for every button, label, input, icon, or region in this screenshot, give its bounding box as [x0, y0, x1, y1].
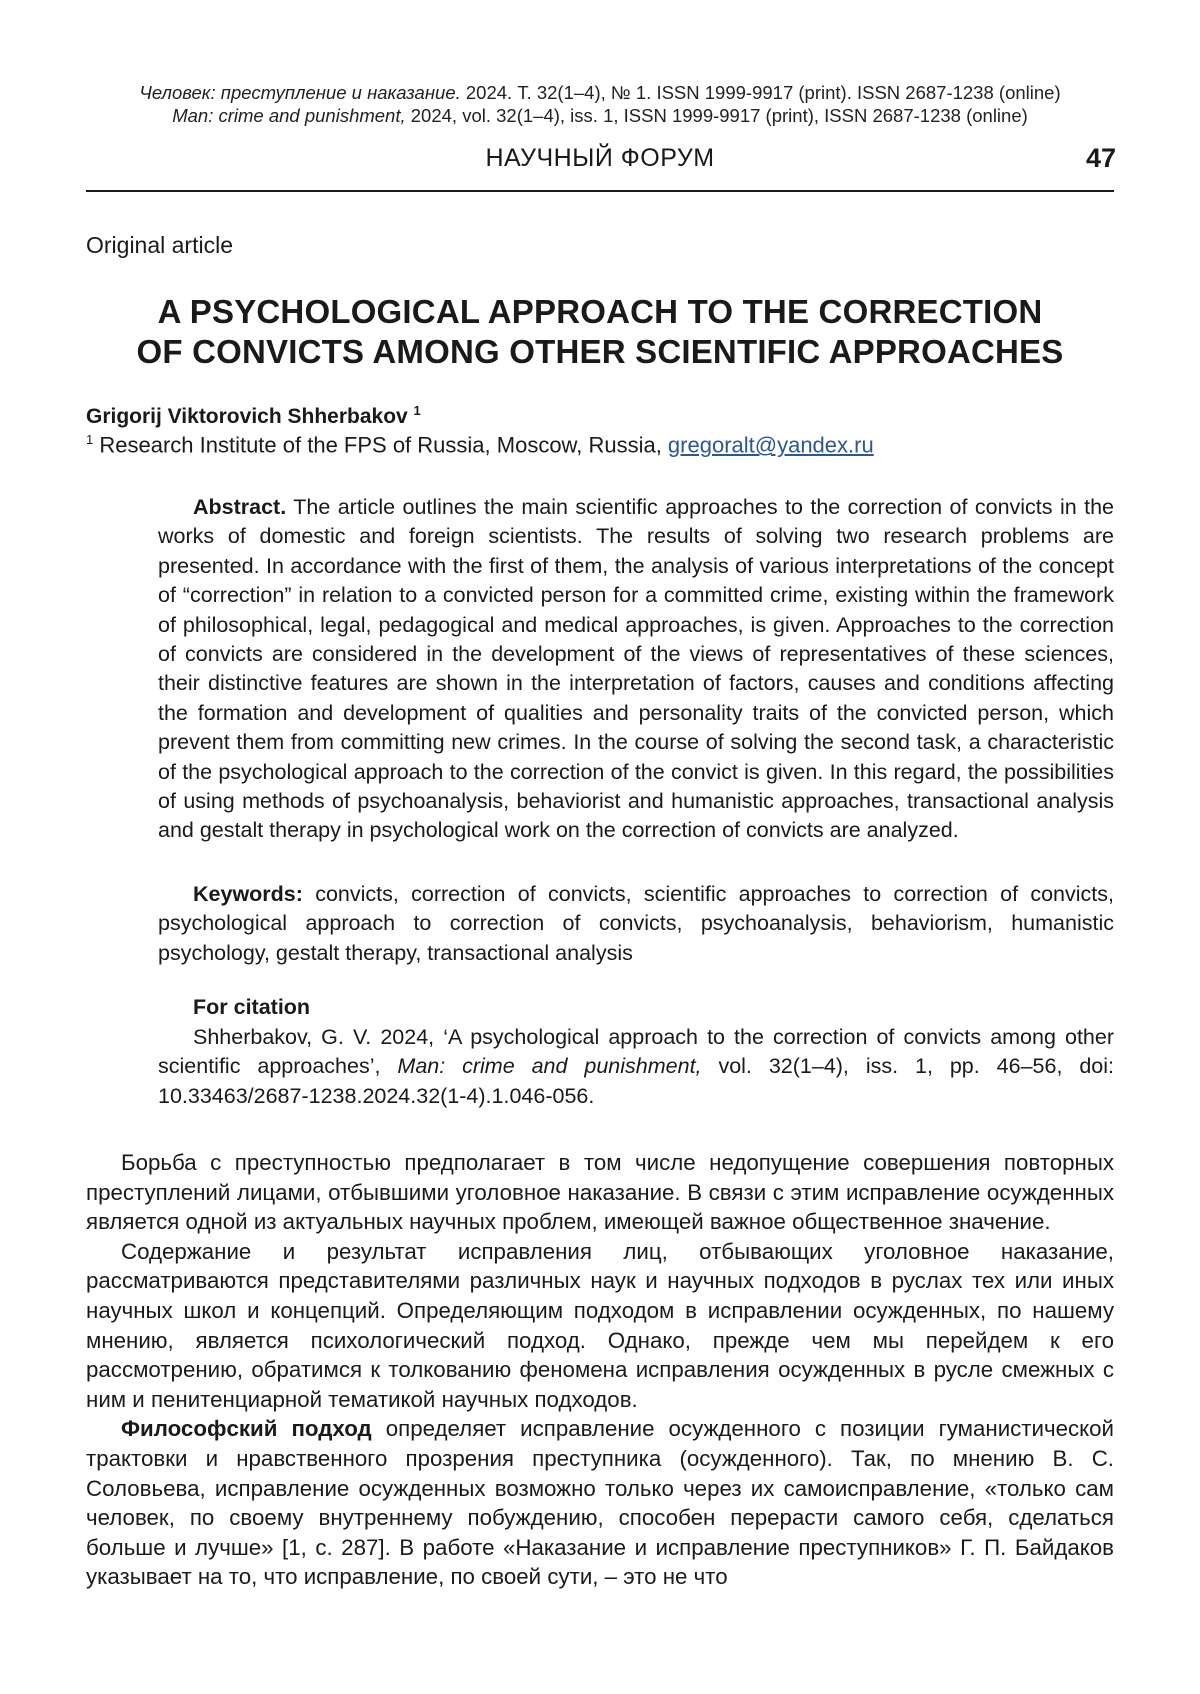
- citation-text: [158, 1023, 1114, 1111]
- article-type: Original article: [86, 232, 233, 258]
- abstract-paragraph: [158, 493, 1114, 846]
- abstract-text: The article outlines the main scientific approaches to the correction of convicts in the works of domestic and foreign scientists. The results of solving two research problems are presented. In accordance with the first of them, the analysis of various interpretations of the concept of “correction” in relation to a convicted person for a committed crime, existing within the framework of philosophical, legal, pedagogical and medical approaches, is given. Approaches to the correction of convicts are considered in the development of the views of representatives of these sciences, their distinctive features are shown in the interpretation of factors, causes and conditions affecting the formation and development of qualities and personality traits of the convicted person, which prevent them from committing new crimes. In the course of solving the second task, a characteristic of the psychological approach to the correction of the convict is given. In this regard, the possibilities of using methods of psychoanalysis, behaviorist and humanistic approaches, transactional analysis and gestalt therapy in psychological work on the correction of convicts are analyzed.: [158, 495, 1114, 843]
- abstract-label: Abstract.: [193, 495, 287, 519]
- abstract: [158, 493, 1114, 846]
- journal-name-ru: Человек: преступление и наказание.: [139, 82, 461, 103]
- section-title: НАУЧНЫЙ ФОРУМ: [485, 144, 715, 172]
- journal-issue-ru: 2024. Т. 32(1–4), № 1. ISSN 1999-9917 (print). ISSN 2687-1238 (online): [460, 82, 1061, 103]
- article-title: [60, 292, 1140, 372]
- journal-header-ru: [0, 82, 1200, 104]
- header-rule: [86, 190, 1114, 192]
- body-paragraph-3: [86, 1414, 1114, 1592]
- affil-mark: 1: [86, 432, 94, 447]
- citation-authors-title: Shherbakov, G. V. 2024, ‘A psychological approach to the correction of convicts among other scientific approaches’,: [158, 1025, 1114, 1079]
- keywords-paragraph: [158, 880, 1114, 968]
- author-affil-mark: 1: [413, 403, 421, 418]
- author-name: [86, 403, 421, 429]
- author-name-text: Grigorij Viktorovich Shherbakov: [86, 405, 408, 428]
- author-email-link[interactable]: gregoralt@yandex.ru: [667, 432, 874, 458]
- keywords-text: convicts, correction of convicts, scientific approaches to correction of convicts, psychological approach to correction of convicts, psychoanalysis, behaviorism, humanistic psychology, gestalt therapy, transactional analysis: [158, 882, 1114, 965]
- author-affiliation: [86, 432, 874, 458]
- keywords: [158, 880, 1114, 968]
- citation-details: vol. 32(1–4), iss. 1, pp. 46–56, doi: 10.33463/2687-1238.2024.32(1-4).1.046-056.: [158, 1054, 1115, 1108]
- page-number: 47: [1085, 143, 1116, 173]
- keywords-label: Keywords:: [193, 882, 303, 906]
- affiliation-text: Research Institute of the FPS of Russia, Moscow, Russia,: [93, 432, 668, 458]
- citation-heading: For citation: [193, 995, 311, 1019]
- journal-issue-en: 2024, vol. 32(1–4), iss. 1, ISSN 1999-9917 (print), ISSN 2687-1238 (online): [405, 105, 1028, 126]
- body-paragraph-1: Борьба с преступностью предполагает в том числе недопущение совершения повторных преступлений лицами, отбывшими уголовное наказание. В связи с этим исправление осужденных является одной из актуальных научных проблем, имеющей важное общественное значение.: [86, 1150, 1114, 1235]
- journal-name-en: Man: crime and punishment,: [172, 105, 406, 126]
- citation-journal: Man: crime and punishment,: [397, 1054, 702, 1079]
- title-line-2: OF CONVICTS AMONG OTHER SCIENTIFIC APPROACHES: [136, 333, 1064, 370]
- body-paragraph-2: Содержание и результат исправления лиц, отбывающих уголовное наказание, рассматриваются представителями различных наук и научных подходов в руслах тех или иных научных школ и концепций. Определяющим подходом в исправлении осужденных, по нашему мнению, является психологический подход. Однако, прежде чем мы перейдем к его рассмотрению, обратимся к толкованию феномена исправления осужденных в русле смежных с ним и пенитенциарной тематикой научных подходов.: [86, 1238, 1114, 1412]
- title-line-1: A PSYCHOLOGICAL APPROACH TO THE CORRECTION: [157, 293, 1043, 330]
- article-body: [86, 1148, 1114, 1592]
- philosophical-approach-term: Философский подход: [121, 1416, 372, 1442]
- body-paragraph-3-text: определяет исправление осужденного с позиции гуманистической трактовки и нравственного прозрения преступника (осужденного). Так, по мнению В. С. Соловьева, исправление осужденных возможно только через их самоисправление, «только сам человек, по своему внутреннему побуждению, способен перерасти самого себя, сделаться больше и лучше» [1, с. 287]. В работе «Наказание и исправление преступников» Г. П. Байдаков указывает на то, что исправление, по своей сути, – это не что: [86, 1416, 1114, 1590]
- journal-header-en: [0, 105, 1200, 127]
